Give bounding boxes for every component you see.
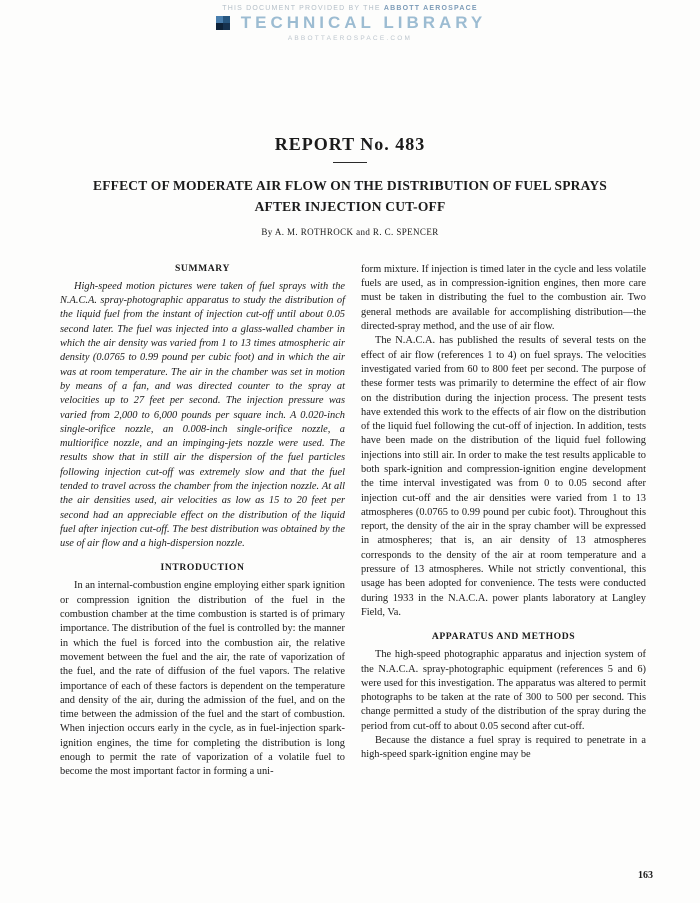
watermark-library-title: TECHNICAL LIBRARY [240,13,487,32]
apparatus-paragraph-2: Because the distance a fuel spray is required to penetrate in a high-speed spark-ignition engine may be [361,735,646,761]
left-column [60,263,345,780]
report-title-line2: AFTER INJECTION CUT-OFF [254,198,446,214]
naca-tests-paragraph: The N.A.C.A. has published the results of several tests on the effect of air flow (references 1 to 4) on fuel sprays. The velocities investigated varied from 60 to 800 feet per second. The purpose of these former tests was primarily to determine the effect of air flow on the distribution during the injection process. The present tests have extended this work to the effects of air flow on the distribution of the liquid fuel following the cut-off of injection. In addition, tests have been made on the distribution of the liquid fuel following injections into still air. In order to make the test results applicable to both spark-ignition and compression-ignition engine development the time interval investigated was from 0 to 0.05 second after injection cut-off and the air densities were varied from 1 to 13 atmospheres (0.0765 to 0.99 pound per cubic foot). Throughout this report, the density of the air in the spray chamber will be expressed in atmospheres; that is, an air density of 13 atmospheres corresponds to the density of the air at room temperature and a pressure of 13 atmospheres. While not strictly conventional, this usage has been adopted for convenience. The tests were conducted during 1933 in the N.A.C.A. power plants laboratory at Langley Field, Va. [361,335,646,618]
body-columns [0,263,700,780]
watermark-provided-by [0,5,700,12]
apparatus-heading: APPARATUS AND METHODS [431,631,576,643]
title-rule [333,162,367,163]
abbott-aerospace-logo-icon [214,13,234,33]
byline: By A. M. ROTHROCK and R. C. SPENCER [261,226,439,237]
watermark-main [0,13,700,33]
summary-heading: SUMMARY [174,262,231,274]
apparatus-paragraph-1: The high-speed photographic apparatus and injection system of the N.A.C.A. spray-photographic equipment (references 5 and 6) were used for this investigation. The apparatus was altered to permit photographs to be taken at the rate of 300 to 500 per second. This change permitted a study of the distribution of the spray during the period from cut-off to about 0.05 second after cut-off. [361,649,646,732]
watermark-url: ABBOTTAEROSPACE.COM [287,35,413,42]
continuation-paragraph: form mixture. If injection is timed later in the cycle and less volatile fuels are used, as in compression-ignition engines, then more care must be taken in distributing the fuel to the combustion air. Two general methods are available for accomplishing distribution—the directed-spray method, and the use of air flow. [361,263,646,333]
page-number: 163 [638,870,653,881]
introduction-paragraph: In an internal-combustion engine employing either spark ignition or compression ignition the distribution of the fuel in the combustion chamber at the time combustion is started is of primary importance. The distribution of the fuel is controlled by: the manner in which the fuel is forced into the combustion air, the relative movement between the fuel and the air, the rate of vaporization of the fuel, and the rate of diffusion of the fuel vapors. The relative importance of each of these factors is dependent on the temperature and density of the air, during the admission of the fuel, and on the time between the admission of the fuel and the start of combustion. When injection occurs early in the cycle, as in fuel-injection spark-ignition engines, the time for completing the distribution is long enough to permit the rate of vaporization of a volatile fuel to become the most important factor in forming a uni- [60,580,345,778]
watermark-brand: ABBOTT AEROSPACE [383,5,478,12]
right-column [361,263,646,780]
watermark-provided-by-text: THIS DOCUMENT PROVIDED BY THE [222,5,381,12]
report-title-line1: EFFECT OF MODERATE AIR FLOW ON THE DISTRIBUTION OF FUEL SPRAYS [93,178,607,193]
report-number: REPORT No. 483 [274,134,426,154]
watermark-header [0,0,700,42]
report-title [0,176,700,218]
summary-paragraph: High-speed motion pictures were taken of fuel sprays with the N.A.C.A. spray-photographic apparatus to study the distribution of the liquid fuel from the instant of injection cut-off until about 0.05 second later. The fuel was injected into a glass-walled chamber in which the air density was varied from 1 to 13 times atmospheric air density (0.0765 to 0.99 pound per cubic foot) and in which the air was at room temperature. The air in the chamber was set in motion by means of a fan, and was directed counter to the spray at velocities up to 27 feet per second. The injection pressure was varied from 2,000 to 6,000 pounds per square inch. A 0.020-inch single-orifice nozzle, an 0.008-inch single-orifice nozzle, a multiorifice nozzle, and an impinging-jets nozzle were used. The results show that in still air the dispersion of the fuel particles following injection cut-off was extremely slow and that the fuel tended to travel across the chamber from the injection nozzle. At all the air densities used, air velocities as low as 15 to 20 feet per second had an appreciable effect on the distribution of the liquid fuel after injection cut-off. The best distribution was obtained by the use of air flow and a high-dispersion nozzle. [60,280,345,550]
introduction-heading: INTRODUCTION [160,562,245,574]
